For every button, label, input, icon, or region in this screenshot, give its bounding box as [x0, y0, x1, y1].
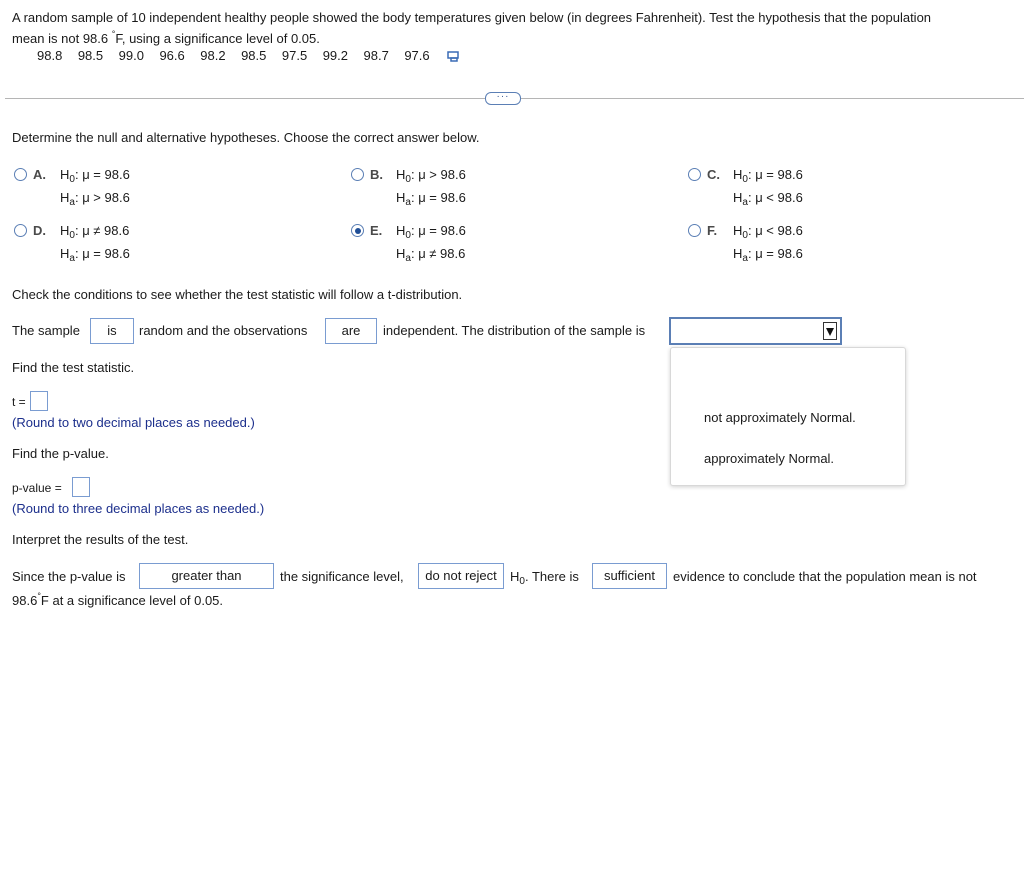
dropdown-menu — [670, 347, 906, 486]
pvalue-comparison-answer[interactable]: greater than — [139, 563, 274, 589]
colon: : — [74, 223, 79, 238]
option-a[interactable] — [14, 167, 344, 211]
ha-subscript: a — [742, 197, 748, 208]
option-d-ha — [60, 246, 130, 264]
option-f-h0 — [733, 223, 803, 241]
option-a-h0 — [60, 167, 130, 185]
ha-subscript: a — [742, 253, 748, 264]
colon: : — [747, 167, 752, 182]
option-b-h0 — [396, 167, 466, 185]
h0-relation: μ = 98.6 — [418, 223, 466, 238]
problem-line-2-text: mean is not 98.6 — [12, 31, 112, 46]
option-letter: A. — [33, 167, 46, 182]
dropdown-option-not-normal[interactable]: not approximately Normal. — [704, 410, 856, 425]
copy-icon[interactable] — [445, 50, 461, 64]
option-c-ha — [733, 190, 803, 208]
data-value: 98.2 — [200, 48, 226, 63]
option-f-ha — [733, 246, 803, 264]
colon: : — [410, 190, 415, 205]
option-letter: F. — [707, 223, 718, 238]
option-letter: E. — [370, 223, 383, 238]
data-value: 97.5 — [281, 48, 308, 63]
data-value: 96.6 — [159, 48, 185, 63]
colon: : — [747, 190, 752, 205]
pvalue-round-note: (Round to three decimal places as needed.) — [12, 501, 265, 516]
option-f[interactable] — [688, 223, 988, 267]
option-e[interactable] — [351, 223, 681, 267]
problem-line-2-end: F, using a significance level of 0.05. — [115, 31, 320, 46]
interpret-text-3: . There is — [524, 569, 579, 584]
problem-statement — [12, 9, 1012, 47]
ha-relation: μ ≠ 98.6 — [418, 246, 466, 261]
colon: : — [410, 223, 415, 238]
h0-relation: μ ≠ 98.6 — [82, 223, 130, 238]
test-stat-prompt: Find the test statistic. — [12, 360, 135, 375]
ha-relation: μ > 98.6 — [82, 190, 130, 205]
decision-answer[interactable]: do not reject — [418, 563, 504, 589]
degree-symbol: ° — [111, 29, 116, 39]
ha-subscript: a — [69, 253, 75, 264]
h-symbol: H — [60, 190, 70, 205]
h-symbol: H — [396, 190, 406, 205]
ha-relation: μ < 98.6 — [755, 190, 803, 205]
colon: : — [747, 223, 752, 238]
h0-subscript: 0 — [742, 174, 748, 185]
data-value: 97.6 — [404, 48, 430, 63]
ha-subscript: a — [405, 253, 411, 264]
t-label: t = — [12, 395, 26, 409]
data-values-row — [37, 48, 461, 66]
problem-line-2 — [12, 26, 1012, 47]
t-stat-input[interactable] — [30, 391, 48, 411]
conditions-text-3: independent. The distribution of the sample is — [383, 323, 646, 338]
radio-option-d[interactable] — [14, 224, 27, 237]
option-b[interactable] — [351, 167, 681, 211]
h0-subscript: 0 — [69, 174, 75, 185]
h0-subscript: 0 — [405, 230, 411, 241]
interpret-prompt: Interpret the results of the test. — [12, 532, 189, 547]
ha-relation: μ = 98.6 — [82, 246, 130, 261]
ha-subscript: a — [69, 197, 75, 208]
h0-subscript: 0 — [405, 174, 411, 185]
h-symbol: H — [733, 246, 743, 261]
radio-option-f[interactable] — [688, 224, 701, 237]
h-symbol: H — [733, 167, 743, 182]
interpret-text-2: the significance level, — [280, 569, 404, 584]
option-e-ha — [396, 246, 465, 264]
colon: : — [747, 246, 752, 261]
colon: : — [410, 167, 415, 182]
option-d-h0 — [60, 223, 129, 241]
pvalue-label: p-value = — [12, 481, 62, 495]
interpret-line-2-value: 98.6 — [12, 593, 38, 608]
interpret-text-4: evidence to conclude that the population mean is not — [673, 569, 977, 584]
data-value: 98.7 — [363, 48, 389, 63]
interpret-line-2-end: F at a significance level of 0.05. — [40, 593, 224, 608]
ha-relation: μ = 98.6 — [755, 246, 803, 261]
ha-subscript: a — [405, 197, 411, 208]
distribution-dropdown[interactable] — [669, 317, 842, 345]
data-value: 99.0 — [118, 48, 144, 63]
conditions-prompt: Check the conditions to see whether the test statistic will follow a t-distribution. — [12, 287, 463, 302]
colon: : — [410, 246, 415, 261]
pvalue-prompt: Find the p-value. — [12, 446, 109, 461]
h-symbol: H — [510, 569, 520, 584]
h-symbol: H — [733, 223, 743, 238]
colon: : — [74, 167, 79, 182]
observations-independent-answer[interactable]: are — [325, 318, 377, 344]
h0-relation: μ = 98.6 — [755, 167, 803, 182]
h-symbol: H — [60, 167, 70, 182]
radio-option-a[interactable] — [14, 168, 27, 181]
data-value: 99.2 — [322, 48, 348, 63]
sample-random-answer[interactable]: is — [90, 318, 134, 344]
dropdown-arrow-icon[interactable] — [823, 322, 837, 340]
radio-option-b[interactable] — [351, 168, 364, 181]
degree-symbol: ° — [37, 591, 41, 601]
h0-subscript: 0 — [742, 230, 748, 241]
h-symbol: H — [60, 223, 70, 238]
h-symbol: H — [396, 246, 406, 261]
colon: : — [74, 246, 79, 261]
h-symbol: H — [396, 167, 406, 182]
data-value: 98.5 — [77, 48, 104, 63]
h0-relation: μ > 98.6 — [418, 167, 466, 182]
option-a-ha — [60, 190, 130, 208]
option-letter: D. — [33, 223, 46, 238]
ha-relation: μ = 98.6 — [418, 190, 466, 205]
h-symbol: H — [733, 190, 743, 205]
interpret-text-1: Since the p-value is — [12, 569, 126, 584]
problem-line-1: A random sample of 10 independent healthy people showed the body temperatures given below (in degrees Fahrenheit). Test the hypothesis that the population — [12, 10, 932, 25]
interpret-h0 — [510, 569, 579, 587]
dropdown-option-normal[interactable]: approximately Normal. — [704, 451, 835, 466]
t-round-note: (Round to two decimal places as needed.) — [12, 415, 255, 430]
conditions-text-2: random and the observations — [139, 323, 308, 338]
h-symbol: H — [60, 246, 70, 261]
pvalue-input[interactable] — [72, 477, 90, 497]
option-b-ha — [396, 190, 466, 208]
h-symbol: H — [396, 223, 406, 238]
h0-subscript: 0 — [519, 576, 525, 587]
option-letter: C. — [707, 167, 720, 182]
h0-subscript: 0 — [69, 230, 75, 241]
data-value: 98.5 — [241, 48, 267, 63]
radio-option-c[interactable] — [688, 168, 701, 181]
data-value: 98.8 — [37, 48, 63, 63]
colon: : — [74, 190, 79, 205]
hypotheses-prompt: Determine the null and alternative hypotheses. Choose the correct answer below. — [12, 130, 480, 145]
option-e-h0 — [396, 223, 466, 241]
radio-option-e-selected[interactable] — [351, 224, 364, 237]
interpret-line-2 — [12, 591, 223, 608]
more-button[interactable]: ··· — [485, 92, 521, 105]
h0-relation: μ = 98.6 — [82, 167, 130, 182]
option-c[interactable] — [688, 167, 988, 211]
option-c-h0 — [733, 167, 803, 185]
conditions-text-1: The sample — [12, 323, 80, 338]
h0-relation: μ < 98.6 — [755, 223, 803, 238]
option-letter: B. — [370, 167, 383, 182]
evidence-answer[interactable]: sufficient — [592, 563, 667, 589]
option-d[interactable] — [14, 223, 344, 267]
